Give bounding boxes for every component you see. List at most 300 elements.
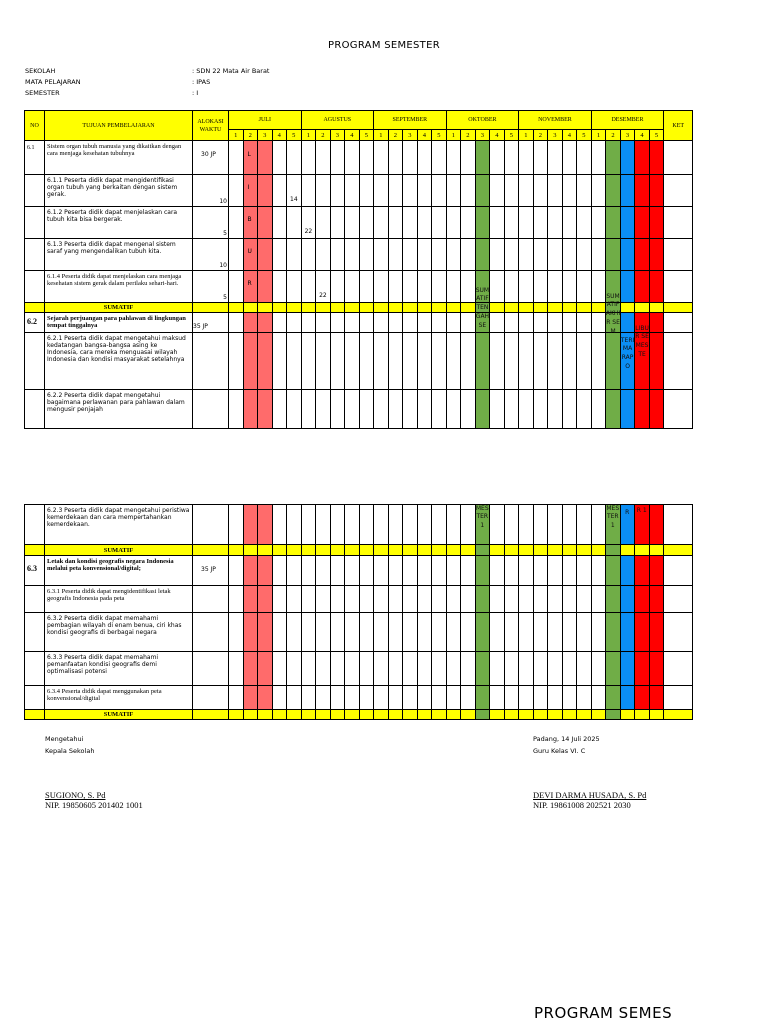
week-value: 22 — [319, 292, 327, 299]
week-cell — [359, 313, 374, 333]
week-cell — [432, 710, 447, 720]
sumatif-akhir-semester-label: SUMATIF AKHIR SEM — [605, 292, 621, 335]
week-cell — [490, 207, 505, 239]
week-cell — [461, 652, 476, 686]
week-cell — [417, 141, 432, 175]
row-tujuan: 6.1.2 Peserta didik dapat menjelaskan cara tubuh kita bisa bergerak. — [45, 207, 193, 239]
week-cell — [562, 313, 577, 333]
header-week: 4 — [635, 130, 650, 141]
sign-right-name: DEVI DARMA HUSADA, S. Pd — [533, 790, 647, 800]
week-cell — [388, 313, 403, 333]
week-cell — [562, 652, 577, 686]
sumatif-no — [25, 710, 45, 720]
week-cell — [533, 652, 548, 686]
week-cell — [591, 390, 606, 429]
week-cell — [504, 652, 519, 686]
week-cell — [316, 175, 331, 207]
week-cell — [316, 652, 331, 686]
week-cell — [548, 505, 563, 545]
week-cell — [272, 390, 287, 429]
row-tujuan: 6.2.1 Peserta didik dapat mengetahui maksud kedatangan bangsa-bangsa asing ke Indonesia, cara mereka menguasai wilayah Indonesia dan kondisi masyarakat setelahnya — [45, 333, 193, 390]
week-cell — [345, 207, 360, 239]
week-cell — [345, 271, 360, 303]
week-cell — [649, 239, 664, 271]
week-cell — [475, 613, 490, 652]
week-cell — [649, 333, 664, 390]
week-cell — [229, 303, 244, 313]
row-6-2 — [25, 313, 693, 333]
libur-semester-label-cont: R 1 — [636, 506, 647, 514]
week-cell — [243, 207, 258, 239]
week-cell — [229, 239, 244, 271]
week-cell — [345, 303, 360, 313]
week-cell — [461, 545, 476, 556]
week-cell — [316, 556, 331, 586]
week-cell — [649, 390, 664, 429]
week-cell — [403, 239, 418, 271]
week-cell — [446, 303, 461, 313]
week-cell — [620, 313, 635, 333]
week-cell — [620, 556, 635, 586]
week-cell — [374, 686, 389, 710]
week-cell — [548, 333, 563, 390]
week-cell — [403, 141, 418, 175]
row-no — [25, 652, 45, 686]
week-cell — [301, 545, 316, 556]
week-cell — [533, 686, 548, 710]
week-cell — [417, 207, 432, 239]
week-cell — [620, 710, 635, 720]
week-cell — [446, 271, 461, 303]
week-cell — [548, 303, 563, 313]
sumatif-row-2 — [25, 545, 693, 556]
week-cell — [316, 141, 331, 175]
week-cell — [577, 313, 592, 333]
week-cell — [620, 175, 635, 207]
week-cell — [243, 333, 258, 390]
week-cell — [635, 613, 650, 652]
week-cell — [258, 545, 273, 556]
week-cell — [272, 556, 287, 586]
week-cell — [577, 303, 592, 313]
week-cell — [504, 710, 519, 720]
week-cell — [403, 333, 418, 390]
week-cell — [461, 556, 476, 586]
header-month-september: SEPTEMBER — [374, 111, 447, 130]
week-cell — [258, 652, 273, 686]
week-cell — [562, 175, 577, 207]
week-cell — [272, 586, 287, 613]
week-cell — [446, 556, 461, 586]
row-alokasi — [193, 556, 229, 586]
week-cell — [649, 271, 664, 303]
row-6-3-1 — [25, 586, 693, 613]
week-cell — [388, 710, 403, 720]
week-cell — [548, 141, 563, 175]
week-cell — [229, 390, 244, 429]
week-cell — [577, 505, 592, 545]
week-cell — [345, 613, 360, 652]
week-cell — [316, 686, 331, 710]
week-cell — [388, 652, 403, 686]
week-cell — [533, 613, 548, 652]
signature-right — [533, 733, 600, 757]
week-cell — [359, 175, 374, 207]
week-cell — [229, 141, 244, 175]
week-cell — [490, 556, 505, 586]
week-cell — [301, 652, 316, 686]
sumatif-label: SUMATIF — [45, 545, 193, 556]
sumatif-akhir-semester-label-cont: MESTER 1 — [606, 504, 620, 530]
header-week: 5 — [504, 130, 519, 141]
week-cell — [620, 141, 635, 175]
week-cell — [229, 545, 244, 556]
week-cell — [229, 556, 244, 586]
week-cell — [446, 313, 461, 333]
week-cell — [417, 333, 432, 390]
week-cell — [417, 313, 432, 333]
week-cell — [533, 207, 548, 239]
week-cell — [562, 556, 577, 586]
week-cell — [649, 586, 664, 613]
week-cell — [272, 710, 287, 720]
week-cell — [229, 333, 244, 390]
week-cell — [606, 686, 621, 710]
week-cell — [359, 333, 374, 390]
week-cell — [461, 613, 476, 652]
week-cell — [243, 686, 258, 710]
week-cell — [635, 207, 650, 239]
week-cell — [417, 586, 432, 613]
row-alokasi — [193, 686, 229, 710]
week-cell — [403, 586, 418, 613]
week-cell — [562, 613, 577, 652]
week-cell — [577, 333, 592, 390]
week-cell — [562, 207, 577, 239]
header-week: 1 — [374, 130, 389, 141]
week-cell — [591, 175, 606, 207]
week-cell — [461, 207, 476, 239]
week-cell — [475, 686, 490, 710]
week-cell — [388, 505, 403, 545]
week-cell — [374, 586, 389, 613]
week-cell — [330, 652, 345, 686]
week-cell — [490, 239, 505, 271]
week-cell — [403, 390, 418, 429]
week-cell — [562, 333, 577, 390]
week-cell — [519, 505, 534, 545]
row-no — [25, 239, 45, 271]
week-cell — [461, 239, 476, 271]
row-alokasi — [193, 333, 229, 390]
week-cell — [301, 271, 316, 303]
week-cell — [475, 239, 490, 271]
week-cell — [606, 710, 621, 720]
row-6-3 — [25, 556, 693, 586]
week-cell — [519, 313, 534, 333]
info-label-school: SEKOLAH — [25, 67, 56, 75]
week-cell — [490, 333, 505, 390]
week-cell — [475, 586, 490, 613]
week-cell — [374, 710, 389, 720]
week-cell — [591, 710, 606, 720]
week-cell — [316, 390, 331, 429]
week-cell — [562, 586, 577, 613]
terima-rapor-label-cont: R — [625, 508, 630, 516]
week-cell — [577, 545, 592, 556]
week-cell — [243, 556, 258, 586]
week-cell — [635, 686, 650, 710]
week-cell — [374, 333, 389, 390]
week-cell — [345, 545, 360, 556]
week-cell — [330, 710, 345, 720]
week-cell — [533, 175, 548, 207]
week-cell — [533, 586, 548, 613]
row-tujuan: 6.1.3 Peserta didik dapat mengenal sistem saraf yang mengendalikan tubuh kita. — [45, 239, 193, 271]
week-cell — [330, 545, 345, 556]
week-cell — [635, 271, 650, 303]
week-cell — [432, 586, 447, 613]
week-cell — [301, 613, 316, 652]
row-alokasi — [193, 141, 229, 175]
signature-left — [45, 733, 94, 757]
week-cell — [490, 175, 505, 207]
week-cell — [403, 175, 418, 207]
week-cell — [229, 586, 244, 613]
week-cell — [316, 271, 331, 303]
week-cell — [446, 333, 461, 390]
week-cell — [504, 207, 519, 239]
week-cell — [562, 686, 577, 710]
week-cell — [635, 303, 650, 313]
week-cell — [359, 271, 374, 303]
week-cell — [301, 505, 316, 545]
semester-table-part-2 — [24, 504, 693, 720]
week-cell — [577, 586, 592, 613]
week-cell — [432, 141, 447, 175]
week-cell — [591, 686, 606, 710]
sign-left-line1: Mengetahui — [45, 735, 84, 743]
week-cell — [301, 239, 316, 271]
row-no — [25, 613, 45, 652]
week-cell — [461, 313, 476, 333]
header-week: 4 — [272, 130, 287, 141]
week-cell — [243, 141, 258, 175]
week-cell — [504, 271, 519, 303]
week-cell — [548, 613, 563, 652]
week-cell — [287, 141, 302, 175]
week-value: 22 — [304, 228, 313, 235]
week-cell — [635, 710, 650, 720]
week-cell — [606, 141, 621, 175]
row-no — [25, 390, 45, 429]
week-cell — [316, 505, 331, 545]
week-cell — [417, 303, 432, 313]
week-cell — [577, 652, 592, 686]
week-cell — [446, 141, 461, 175]
row-tujuan: 6.2.2 Peserta didik dapat mengetahui bagaimana perlawanan para pahlawan dalam mengusir penjajah — [45, 390, 193, 429]
sumatif-label: SUMATIF — [45, 303, 193, 313]
week-cell — [258, 686, 273, 710]
week-cell — [635, 556, 650, 586]
week-cell — [316, 710, 331, 720]
week-cell — [620, 303, 635, 313]
week-cell — [359, 556, 374, 586]
info-label-semester: SEMESTER — [25, 89, 60, 97]
week-cell — [461, 175, 476, 207]
week-cell — [432, 175, 447, 207]
week-cell — [301, 313, 316, 333]
week-cell — [359, 613, 374, 652]
week-cell — [243, 239, 258, 271]
week-cell — [243, 586, 258, 613]
week-cell — [417, 686, 432, 710]
row-6-1-2 — [25, 207, 693, 239]
week-cell — [330, 175, 345, 207]
week-cell — [258, 303, 273, 313]
week-cell — [432, 207, 447, 239]
week-cell — [417, 556, 432, 586]
week-cell — [243, 390, 258, 429]
week-cell — [287, 239, 302, 271]
week-cell — [272, 545, 287, 556]
week-cell — [403, 505, 418, 545]
week-cell — [374, 271, 389, 303]
week-cell — [388, 271, 403, 303]
sumatif-alokasi — [193, 710, 229, 720]
header-month-oktober: OKTOBER — [446, 111, 519, 130]
week-cell — [229, 686, 244, 710]
week-cell — [606, 613, 621, 652]
week-cell — [388, 333, 403, 390]
week-cell — [272, 505, 287, 545]
week-cell — [345, 175, 360, 207]
week-cell — [519, 303, 534, 313]
week-cell — [606, 175, 621, 207]
week-cell — [243, 303, 258, 313]
week-cell — [504, 586, 519, 613]
week-cell — [417, 390, 432, 429]
week-cell — [388, 545, 403, 556]
week-cell — [359, 207, 374, 239]
week-cell — [330, 505, 345, 545]
sumatif-alokasi — [193, 303, 229, 313]
week-cell — [446, 652, 461, 686]
header-week: 5 — [649, 130, 664, 141]
week-cell — [649, 652, 664, 686]
info-value-school: : SDN 22 Mata Air Barat — [192, 67, 270, 75]
week-cell — [577, 710, 592, 720]
week-cell — [229, 710, 244, 720]
week-cell — [591, 505, 606, 545]
week-cell — [490, 505, 505, 545]
libur-letter: B — [247, 216, 252, 223]
week-cell — [272, 686, 287, 710]
week-cell — [417, 545, 432, 556]
week-cell — [272, 652, 287, 686]
week-cell — [649, 141, 664, 175]
header-week: 2 — [533, 130, 548, 141]
week-cell — [243, 175, 258, 207]
header-week: 1 — [301, 130, 316, 141]
week-cell — [446, 545, 461, 556]
week-cell — [287, 505, 302, 545]
week-cell — [330, 207, 345, 239]
week-cell — [519, 390, 534, 429]
ket-cell — [664, 613, 693, 652]
week-cell — [330, 333, 345, 390]
week-cell — [330, 271, 345, 303]
week-cell — [258, 613, 273, 652]
header-week: 4 — [417, 130, 432, 141]
week-cell — [562, 239, 577, 271]
week-cell — [243, 545, 258, 556]
week-cell — [591, 207, 606, 239]
week-cell — [461, 333, 476, 390]
week-cell — [287, 313, 302, 333]
week-cell — [635, 239, 650, 271]
header-week: 3 — [548, 130, 563, 141]
week-cell — [461, 710, 476, 720]
row-6-1-4 — [25, 271, 693, 303]
row-no: 6.2 — [25, 313, 45, 333]
week-cell — [548, 313, 563, 333]
week-cell — [475, 207, 490, 239]
week-cell — [620, 239, 635, 271]
header-ket: KET — [664, 111, 693, 141]
week-cell — [533, 141, 548, 175]
week-cell — [316, 613, 331, 652]
ket-cell — [664, 586, 693, 613]
row-no — [25, 333, 45, 390]
week-cell — [403, 207, 418, 239]
week-cell — [548, 545, 563, 556]
week-cell — [287, 586, 302, 613]
week-cell — [243, 313, 258, 333]
week-cell — [446, 390, 461, 429]
week-cell — [461, 686, 476, 710]
week-cell — [635, 175, 650, 207]
sumatif-alokasi — [193, 545, 229, 556]
week-cell — [417, 175, 432, 207]
week-cell — [330, 586, 345, 613]
week-cell — [591, 313, 606, 333]
week-cell — [490, 686, 505, 710]
week-cell — [330, 239, 345, 271]
row-jp-value: 5 — [223, 230, 227, 237]
week-cell — [316, 207, 331, 239]
row-alokasi-value: 30 JP — [201, 151, 216, 158]
row-alokasi — [193, 313, 229, 333]
week-cell — [475, 710, 490, 720]
week-cell — [287, 271, 302, 303]
ket-cell — [664, 239, 693, 271]
week-cell — [591, 556, 606, 586]
ket-cell — [664, 710, 693, 720]
week-cell — [345, 586, 360, 613]
week-cell — [446, 175, 461, 207]
week-cell — [316, 313, 331, 333]
header-week: 4 — [562, 130, 577, 141]
week-cell — [316, 239, 331, 271]
week-cell — [359, 303, 374, 313]
week-cell — [620, 271, 635, 303]
week-cell — [533, 303, 548, 313]
header-week: 5 — [432, 130, 447, 141]
week-cell — [388, 141, 403, 175]
row-alokasi — [193, 652, 229, 686]
row-6-3-2 — [25, 613, 693, 652]
